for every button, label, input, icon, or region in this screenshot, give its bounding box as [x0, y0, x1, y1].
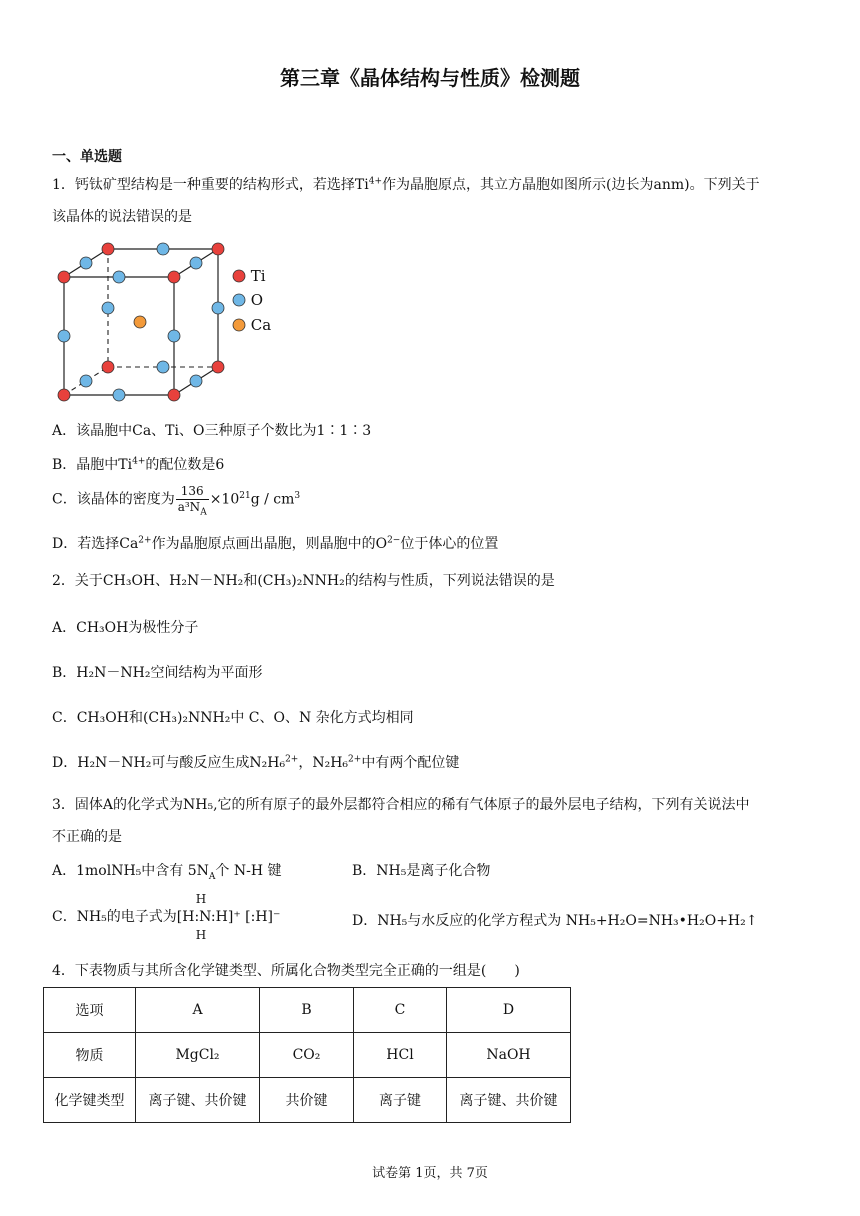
table-cell: 物质 [44, 1033, 136, 1078]
table-row [44, 1078, 571, 1123]
q1-option-a[interactable]: A．该晶胞中Ca、Ti、O三种原子个数比为1∶1∶3 [52, 423, 372, 439]
table-cell: 化学键类型 [44, 1078, 136, 1123]
table-cell: 选项 [44, 988, 136, 1033]
q3-option-d[interactable]: D．NH₅与水反应的化学方程式为 NH₅+H₂O=NH₃•H₂O+H₂↑ [352, 913, 758, 929]
page-title: 第三章《晶体结构与性质》检测题 [280, 66, 580, 90]
q1-stem-line2: 该晶体的说法错误的是 [52, 209, 192, 225]
table-cell: 共价键 [260, 1078, 354, 1123]
q2-stem: 2．关于CH₃OH、H₂N－NH₂和(CH₃)₂NNH₂的结构与性质，下列说法错误的是 [52, 573, 555, 589]
q2-option-b[interactable]: B．H₂N－NH₂空间结构为平面形 [52, 665, 263, 681]
table-cell: 离子键 [354, 1078, 447, 1123]
o-atom-icon [232, 293, 246, 307]
q4-table [43, 987, 571, 1123]
q4-stem: 4．下表物质与其所含化学键类型、所属化合物类型完全正确的一组是( ) [52, 963, 520, 979]
table-row [44, 1033, 571, 1078]
table-cell: D [447, 988, 571, 1033]
q3-option-c[interactable]: C．NH₅的电子式为 H [H:N:H]⁺ [:H]⁻ H [52, 892, 281, 942]
q3-stem-line2: 不正确的是 [52, 829, 122, 845]
q1-stem: 1．钙钛矿型结构是一种重要的结构形式，若选择$Ti^{4+}$作为晶胞原点，其立方晶胞如图所示(边长为anm)。下列关于 [52, 176, 760, 193]
table-cell: HCl [354, 1033, 447, 1078]
table-cell: B [260, 988, 354, 1033]
table-cell: 离子键、共价键 [447, 1078, 571, 1123]
table-cell: 离子键、共价键 [136, 1078, 260, 1123]
ca-atom-icon [232, 318, 246, 332]
table-row [44, 988, 571, 1033]
q2-option-d[interactable]: D．H₂N－NH₂可与酸反应生成N₂H₆$^{2+}$，N₂H₆$^{2+}$中有两个配位键 [52, 754, 460, 771]
table-cell: MgCl₂ [136, 1033, 260, 1078]
q1-option-c[interactable]: C．该晶体的密度为 $\frac{136}{a^3N_A}$ $\times 10^{21}g / cm^3$ [52, 484, 301, 518]
ti-atom-icon [232, 269, 246, 283]
q1-option-d[interactable]: D．若选择$Ca^{2+}$作为晶胞原点画出晶胞，则晶胞中的$O^{2-}$位于体心的位置 [52, 535, 499, 552]
q2-option-a[interactable]: A．CH₃OH为极性分子 [52, 620, 199, 636]
q3-stem: 3．固体A的化学式为NH₅,它的所有原子的最外层都符合相应的稀有气体原子的最外层电子结构，下列有关说法中 [52, 797, 750, 813]
density-fraction: $\frac{136}{a^3N_A}$ [177, 484, 207, 518]
q3-option-b[interactable]: B．NH₅是离子化合物 [352, 863, 491, 879]
q2-option-c[interactable]: C．CH₃OH和(CH₃)₂NNH₂中 C、O、N 杂化方式均相同 [52, 710, 414, 726]
table-cell: A [136, 988, 260, 1033]
electron-formula: H [H:N:H]⁺ [:H]⁻ H [176, 892, 281, 942]
table-cell: C [354, 988, 447, 1033]
legend-ti: Ti [232, 267, 266, 285]
page-footer: 试卷第 1页，共 7页 [372, 1166, 488, 1181]
legend-ca: Ca [232, 316, 271, 334]
table-cell: CO₂ [260, 1033, 354, 1078]
table-cell: NaOH [447, 1033, 571, 1078]
legend-o: O [232, 291, 263, 309]
q3-option-a[interactable]: A．1molNH₅中含有 $5N_A$个 N-H 键 [52, 863, 282, 882]
section-heading: 一、单选题 [52, 149, 122, 165]
q1-option-b[interactable]: B．晶胞中$Ti^{4+}$的配位数是6 [52, 456, 225, 473]
